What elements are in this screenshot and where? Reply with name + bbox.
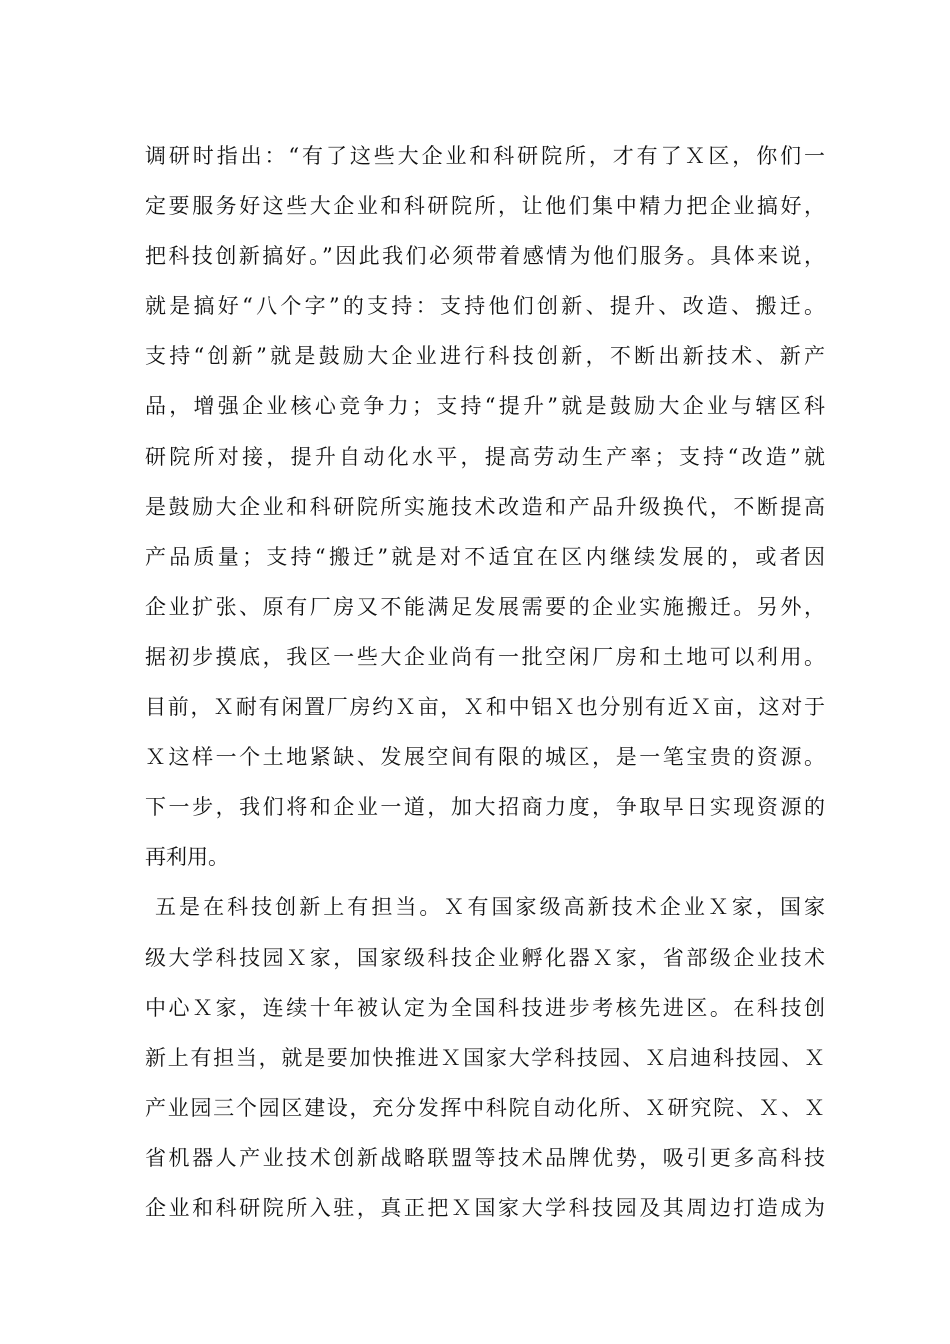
- text-line: 企业扩张、原有厂房又不能满足发展需要的企业实施搬迁。另外，: [145, 594, 825, 619]
- text-line: 再利用。: [145, 845, 229, 870]
- text-line: 调研时指出：“有了这些大企业和科研院所，才有了Ｘ区，你们一: [145, 144, 825, 168]
- paragraph-first-line: 五是在科技创新上有担当。Ｘ有国家级高新技术企业Ｘ家，国家: [155, 895, 825, 920]
- text-line: 省机器人产业技术创新战略联盟等技术品牌优势，吸引更多高科技: [145, 1145, 825, 1170]
- text-line: 企业和科研院所入驻，真正把Ｘ国家大学科技园及其周边打造成为: [145, 1195, 825, 1220]
- text-line: 研院所对接，提升自动化水平，提高劳动生产率；支持“改造”就: [145, 444, 825, 469]
- text-line: 中心Ｘ家，连续十年被认定为全国科技进步考核先进区。在科技创: [145, 995, 825, 1020]
- text-line: 目前，Ｘ耐有闲置厂房约Ｘ亩，Ｘ和中铝Ｘ也分别有近Ｘ亩，这对于: [145, 695, 825, 720]
- text-line: 下一步，我们将和企业一道，加大招商力度，争取早日实现资源的: [145, 795, 825, 820]
- text-line: 据初步摸底，我区一些大企业尚有一批空闲厂房和土地可以利用。: [145, 644, 825, 669]
- text-line: 产品质量；支持“搬迁”就是对不适宜在区内继续发展的，或者因: [145, 544, 825, 569]
- text-line: 产业园三个园区建设，充分发挥中科院自动化所、Ｘ研究院、Ｘ、Ｘ: [145, 1095, 825, 1120]
- text-line: 把科技创新搞好。”因此我们必须带着感情为他们服务。具体来说，: [145, 244, 825, 269]
- text-line: 就是搞好“八个字”的支持：支持他们创新、提升、改造、搬迁。: [145, 294, 825, 319]
- text-line: 新上有担当，就是要加快推进Ｘ国家大学科技园、Ｘ启迪科技园、Ｘ: [145, 1045, 825, 1070]
- text-line: 品，增强企业核心竞争力；支持“提升”就是鼓励大企业与辖区科: [145, 394, 825, 419]
- text-line: Ｘ这样一个土地紧缺、发展空间有限的城区，是一笔宝贵的资源。: [145, 745, 825, 770]
- body-text: [145, 131, 825, 1233]
- text-line: 支持“创新”就是鼓励大企业进行科技创新，不断出新技术、新产: [145, 344, 825, 369]
- text-line: 级大学科技园Ｘ家，国家级科技企业孵化器Ｘ家，省部级企业技术: [145, 945, 825, 970]
- text-line: 定要服务好这些大企业和科研院所，让他们集中精力把企业搞好，: [145, 194, 825, 219]
- text-line: 是鼓励大企业和科研院所实施技术改造和产品升级换代，不断提高: [145, 494, 825, 519]
